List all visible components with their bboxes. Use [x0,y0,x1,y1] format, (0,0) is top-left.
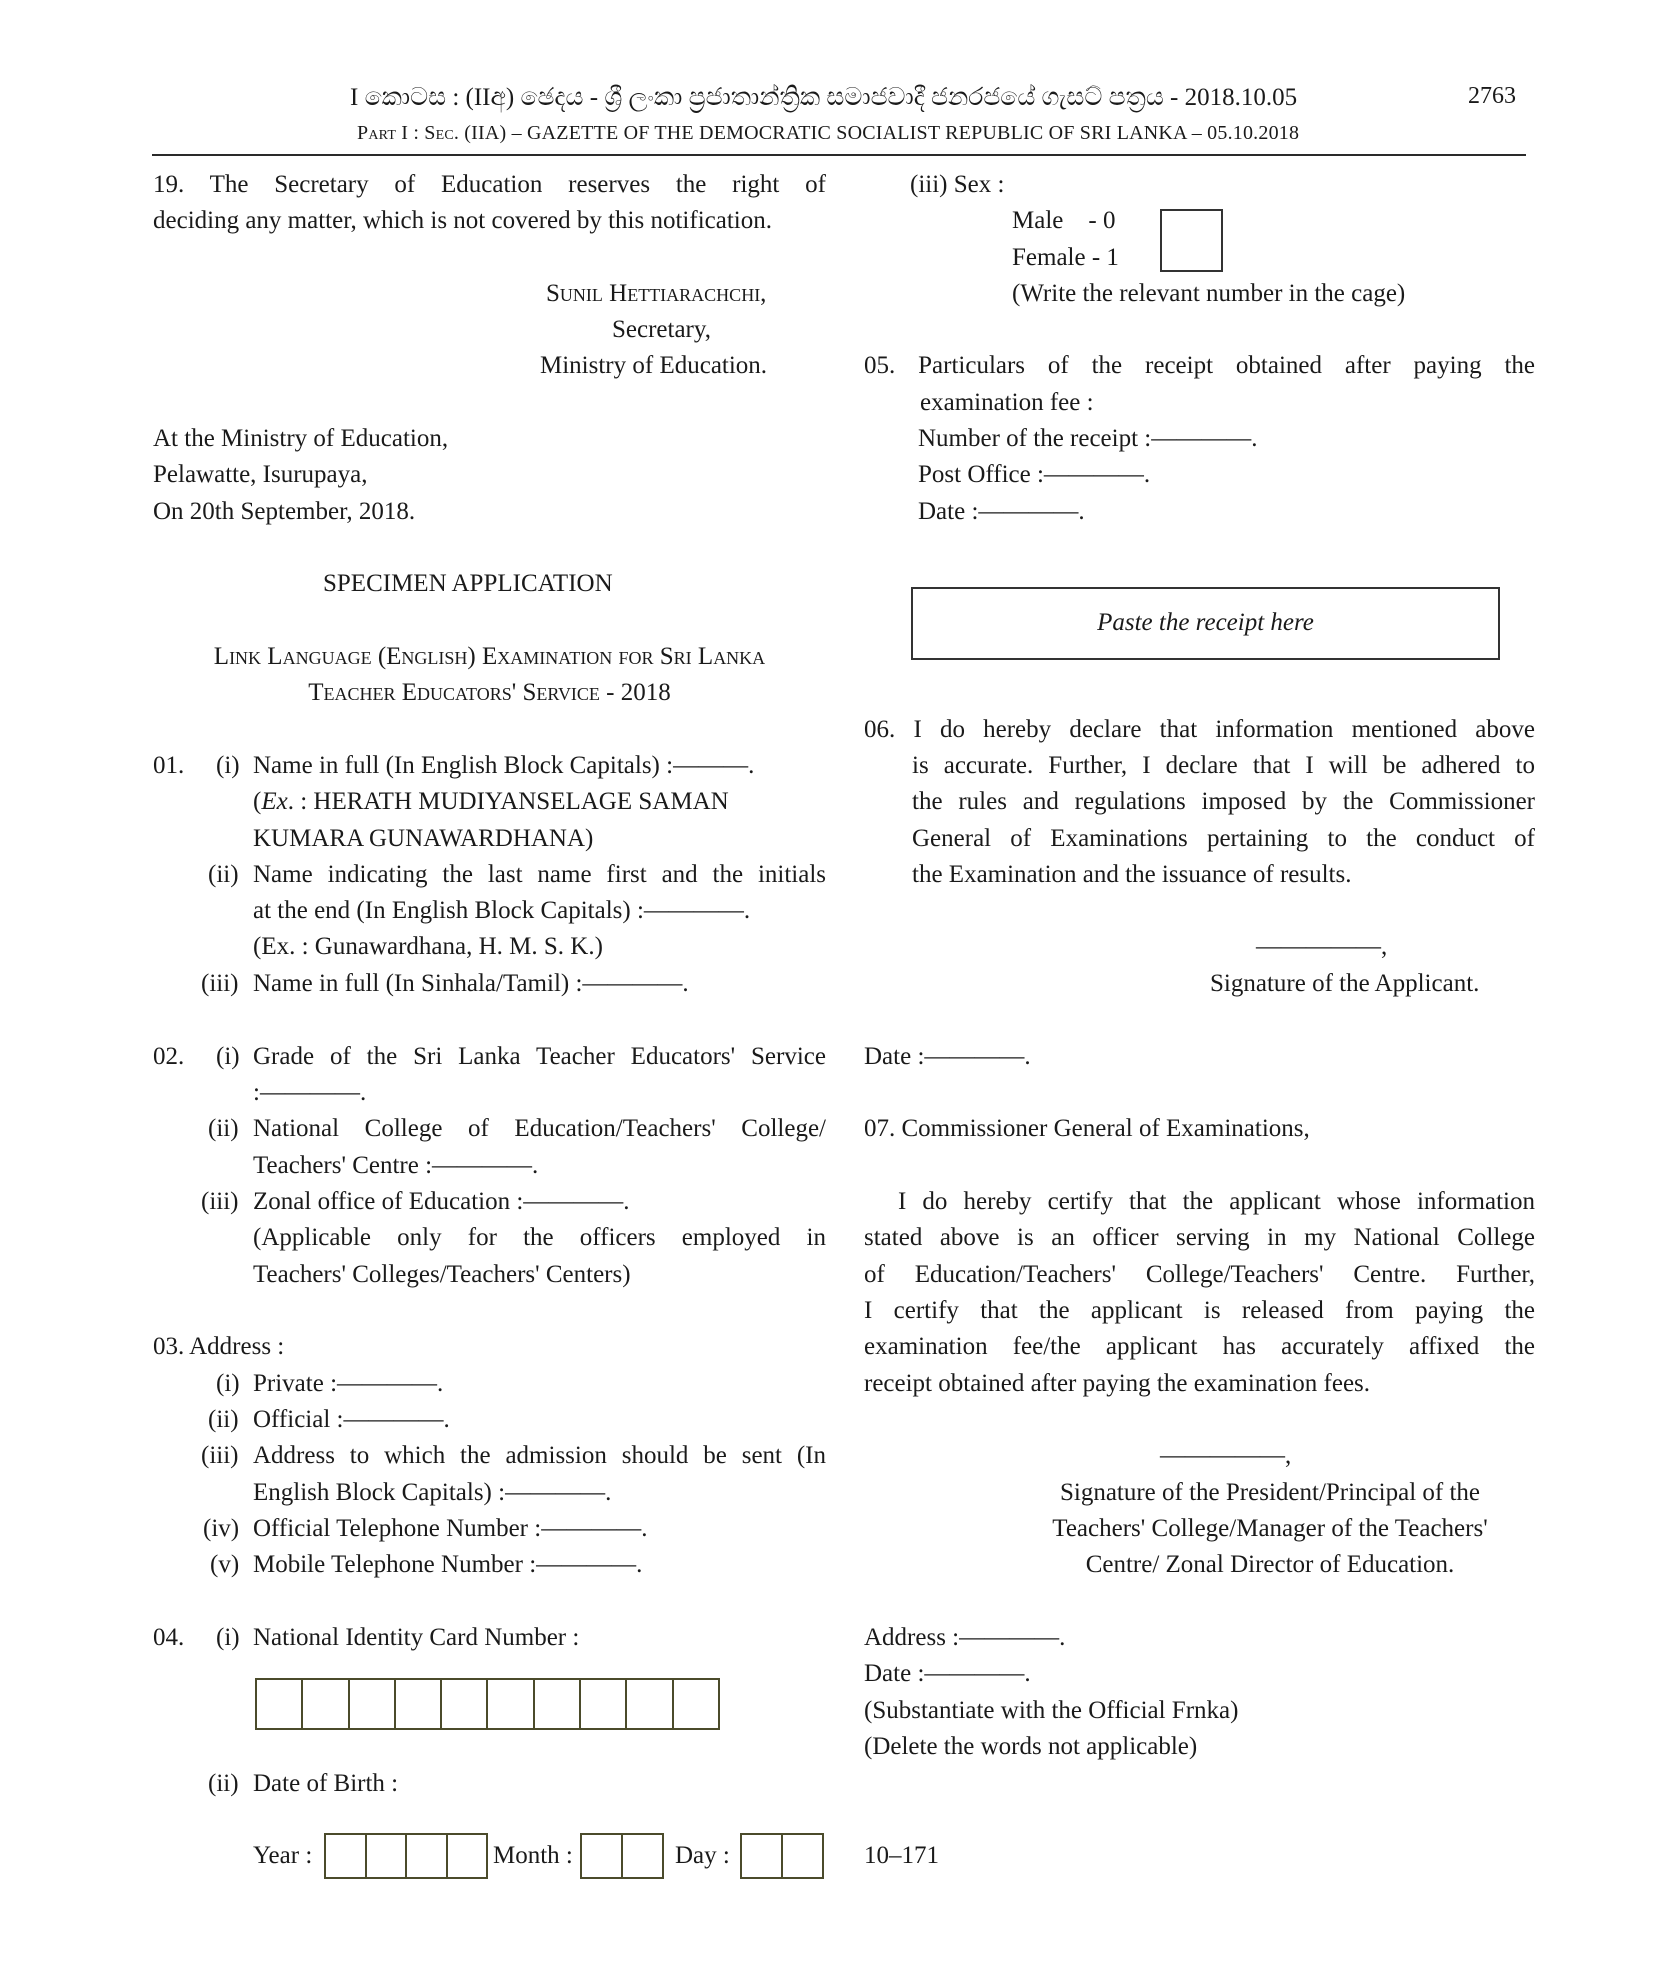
nic-digit-box[interactable] [535,1680,581,1728]
q06-line-4: General of Examinations pertaining to the conduct of [912,825,1535,852]
q03-v-text: Mobile Telephone Number :————. [253,1551,643,1578]
q02-i-number: (i) [216,1043,240,1070]
q01-i-ex-label: Ex [261,788,288,815]
q05-receipt-number: Number of the receipt :————. [918,425,1258,452]
q01-ii-line-1: Name indicating the last name first and the initials [253,861,826,888]
q03-ii-text: Official :————. [253,1406,450,1433]
q01-ii-number: (ii) [208,861,239,888]
dob-month-digit-box[interactable] [582,1835,623,1877]
nic-digit-box[interactable] [442,1680,488,1728]
q06-line-2: is accurate. Further, I declare that I will be adhered to [912,752,1535,779]
dob-day-digit-box[interactable] [783,1835,822,1877]
q07-title: 07. Commissioner General of Examinations, [864,1115,1310,1142]
dob-year-digit-box[interactable] [367,1835,408,1877]
q01-i-ex-rest: . : HERATH MUDIYANSELAGE SAMAN [287,788,729,815]
q03-title: 03. Address : [153,1333,285,1360]
signatory-name: Sunil Hettiarachchi, [546,280,767,307]
q02-iii-line-2: (Applicable only for the officers employed in [253,1224,826,1251]
q01-i-number: (i) [216,752,240,779]
q07-line-6: receipt obtained after paying the examination fees. [864,1370,1371,1397]
dob-day-boxes[interactable] [740,1833,824,1879]
place-line-2: Pelawatte, Isurupaya, [153,461,368,488]
nic-digit-box[interactable] [303,1680,349,1728]
dob-year-digit-box[interactable] [407,1835,448,1877]
q03-iii-number: (iii) [201,1442,239,1469]
dob-month-boxes[interactable] [580,1833,664,1879]
q03-ii-number: (ii) [208,1406,239,1433]
sex-cage-box[interactable] [1160,209,1223,272]
exam-title-line-1: Link Language (English) Examination for Sri Lanka [213,643,766,670]
dob-month-digit-box[interactable] [623,1835,662,1877]
applicant-signature-label: Signature of the Applicant. [1210,970,1480,997]
signatory-title: Secretary, [612,316,712,343]
certifier-address: Address :————. [864,1624,1066,1651]
applicant-date: Date :————. [864,1043,1031,1070]
q01-ii-line-3: (Ex. : Gunawardhana, H. M. S. K.) [253,933,603,960]
q02-iii-line-3: Teachers' Colleges/Teachers' Centers) [253,1261,631,1288]
q04-i-text: National Identity Card Number : [253,1624,580,1651]
nic-digit-box[interactable] [627,1680,673,1728]
header-sinhala-line: I කොටස : (IIඅ) ඡෙදය - ශ්‍රී ලංකා ප්‍රජාතාන්ත්‍රික සමාජවාදී ජනරජයේ ගැසට් පත්‍රය - 2018.10.05 [350,84,1298,111]
q01-i-line-1: Name in full (In English Block Capitals) :———. [253,752,755,779]
sex-title: (iii) Sex : [910,171,1005,198]
dob-year-digit-box[interactable] [326,1835,367,1877]
place-line-1: At the Ministry of Education, [153,425,449,452]
q07-line-4: I certify that the applicant is released from paying the [864,1297,1535,1324]
q01-number: 01. [153,752,185,779]
q02-ii-line-1: National College of Education/Teachers' College/ [253,1115,826,1142]
dob-month-label: Month : [493,1842,573,1869]
nic-digit-box[interactable] [674,1680,718,1728]
q05-line-1: 05. Particulars of the receipt obtained after paying the [864,352,1535,379]
nic-digit-box[interactable] [488,1680,534,1728]
q03-iv-text: Official Telephone Number :————. [253,1515,648,1542]
q03-iv-number: (iv) [203,1515,240,1542]
dob-year-digit-box[interactable] [448,1835,487,1877]
sex-male-option: Male - 0 [1012,207,1116,234]
q03-v-number: (v) [210,1551,240,1578]
principal-signature-line[interactable]: —————, [1160,1442,1292,1469]
header-rule [152,154,1526,156]
q06-line-3: the rules and regulations imposed by the Commissioner [912,788,1535,815]
nic-digit-box[interactable] [350,1680,396,1728]
sex-note: (Write the relevant number in the cage) [1012,280,1406,307]
dob-year-boxes[interactable] [324,1833,488,1879]
specimen-title: SPECIMEN APPLICATION [323,570,613,597]
clause-19-line-1: 19. The Secretary of Education reserves the right of [153,171,826,198]
q01-iii-line-1: Name in full (In Sinhala/Tamil) :————. [253,970,689,997]
exam-title-line-2: Teacher Educators' Service - 2018 [308,679,671,706]
nic-digit-box[interactable] [396,1680,442,1728]
q05-line-2: examination fee : [920,389,1094,416]
signatory-ministry: Ministry of Education. [540,352,768,379]
dob-day-label: Day : [675,1842,730,1869]
q02-ii-number: (ii) [208,1115,239,1142]
reference-code: 10–171 [864,1842,939,1869]
q02-iii-number: (iii) [201,1188,239,1215]
q02-i-line-1: Grade of the Sri Lanka Teacher Educators' Service [253,1043,826,1070]
nic-digit-box[interactable] [581,1680,627,1728]
q05-date: Date :————. [918,498,1085,525]
principal-signature-label-3: Centre/ Zonal Director of Education. [1085,1551,1455,1578]
header-english-text: Part I : Sec. (IIA) – GAZETTE OF THE DEMOCRATIC SOCIALIST REPUBLIC OF SRI LANKA – 05.10.2018 [357,122,1300,144]
q01-i-ex-prefix: ( [253,788,262,815]
q01-i-line-3: KUMARA GUNAWARDHANA) [253,825,594,852]
nic-digit-box[interactable] [257,1680,303,1728]
certifier-note-2: (Delete the words not applicable) [864,1733,1198,1760]
place-line-3: On 20th September, 2018. [153,498,416,525]
sex-female-option: Female - 1 [1012,244,1119,271]
q03-iii-line-2: English Block Capitals) :————. [253,1479,612,1506]
q07-line-2: stated above is an officer serving in my National College [864,1224,1535,1251]
certifier-date: Date :————. [864,1660,1031,1687]
q07-line-3: of Education/Teachers' College/Teachers' Centre. Further, [864,1261,1535,1288]
nic-number-boxes[interactable] [255,1678,720,1730]
q07-line-5: examination fee/the applicant has accurately affixed the [864,1333,1535,1360]
q04-i-number: (i) [216,1624,240,1651]
header-english-line [357,115,1299,151]
q01-ii-line-2: at the end (In English Block Capitals) :————. [253,897,751,924]
q04-ii-text: Date of Birth : [253,1770,399,1797]
q02-number: 02. [153,1043,185,1070]
dob-year-label: Year : [253,1842,313,1869]
page-number: 2763 [1468,83,1516,109]
q03-i-text: Private :————. [253,1370,444,1397]
dob-day-digit-box[interactable] [742,1835,783,1877]
q03-i-number: (i) [216,1370,240,1397]
q03-iii-line-1: Address to which the admission should be sent (In [253,1442,826,1469]
certifier-note-1: (Substantiate with the Official Frnka) [864,1697,1239,1724]
clause-19-line-2: deciding any matter, which is not covered by this notification. [153,207,772,234]
receipt-paste-box[interactable] [911,587,1500,660]
principal-signature-label-2: Teachers' College/Manager of the Teachers' [1052,1515,1488,1542]
q06-line-1: 06. I do hereby declare that information mentioned above [864,716,1535,743]
q02-iii-line-1: Zonal office of Education :————. [253,1188,630,1215]
receipt-box-text: Paste the receipt here [1097,609,1314,636]
principal-signature-label-1: Signature of the President/Principal of the [1059,1479,1481,1506]
q07-line-1: I do hereby certify that the applicant whose information [898,1188,1535,1215]
applicant-signature-line[interactable]: —————, [1256,933,1388,960]
q04-number: 04. [153,1624,185,1651]
q06-line-5: the Examination and the issuance of results. [912,861,1352,888]
q01-i-example [253,784,729,820]
q02-ii-line-2: Teachers' Centre :————. [253,1152,539,1179]
q01-iii-number: (iii) [201,970,239,997]
q04-ii-number: (ii) [208,1770,239,1797]
q02-i-line-2: :————. [253,1079,367,1106]
q05-post-office: Post Office :————. [918,461,1151,488]
